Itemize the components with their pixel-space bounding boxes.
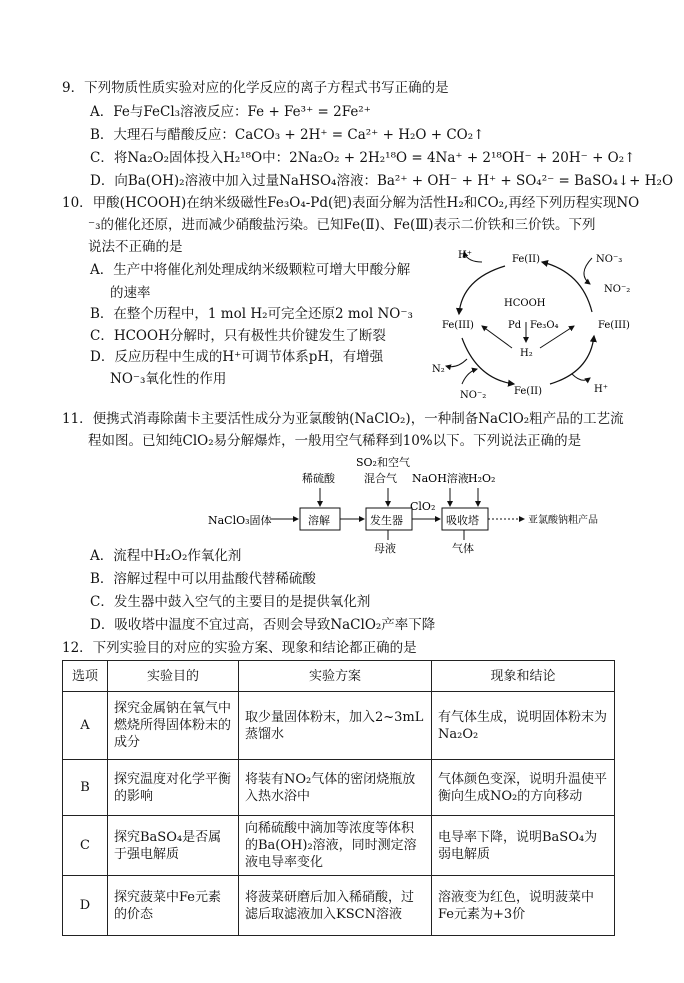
hplus-top-label: H⁺ bbox=[458, 250, 472, 261]
flow-input-label: NaClO₃固体 bbox=[208, 514, 272, 527]
row-purpose: 探究金属钠在氧气中燃烧所得固体粉末的成分 bbox=[108, 692, 239, 760]
flow-h2o2-label: H₂O₂ bbox=[468, 472, 496, 485]
q11-option-c: C．发生器中鼓入空气的主要目的是提供氧化剂 bbox=[90, 594, 371, 610]
q10-option-a: A．生产中将催化剂处理成纳米级颗粒可增大甲酸分解 bbox=[90, 262, 411, 278]
no2-bottom-label: NO⁻₂ bbox=[460, 390, 487, 401]
row-plan: 将菠菜研磨后加入稀硝酸，过滤后取滤液加入KSCN溶液 bbox=[239, 876, 432, 936]
q9-stem: 9．下列物质性质实验对应的化学反应的离子方程式书写正确的是 bbox=[62, 80, 449, 96]
row-option: C bbox=[63, 816, 108, 876]
n2-label: N₂ bbox=[432, 364, 445, 375]
table-row bbox=[63, 760, 615, 816]
header-result: 现象和结论 bbox=[432, 661, 615, 692]
fe-iii-left-label: Fe(III) bbox=[442, 320, 474, 331]
flow-box2-label: 发生器 bbox=[370, 514, 403, 527]
flow-mother-label: 母液 bbox=[374, 542, 396, 555]
row-plan: 向稀硫酸中滴加等浓度等体积的Ba(OH)₂溶液，同时测定溶液电导率变化 bbox=[239, 816, 432, 876]
q10-stem-line3: 说法不正确的是 bbox=[88, 239, 183, 255]
flow-gas-label: 气体 bbox=[452, 542, 474, 555]
row-result: 有气体生成，说明固体粉末为Na₂O₂ bbox=[432, 692, 615, 760]
flow-box3-label: 吸收塔 bbox=[446, 514, 479, 527]
row-purpose: 探究BaSO₄是否属于强电解质 bbox=[108, 816, 239, 876]
row-option: D bbox=[63, 876, 108, 936]
q12-stem: 12．下列实验目的对应的实验方案、现象和结论都正确的是 bbox=[62, 640, 417, 656]
no3-label: NO⁻₃ bbox=[596, 254, 623, 265]
fe3o4-label: Fe₃O₄ bbox=[530, 320, 559, 331]
row-option: A bbox=[63, 692, 108, 760]
flow-acid-label: 稀硫酸 bbox=[302, 472, 335, 485]
table-row bbox=[63, 816, 615, 876]
fe-iii-right-label: Fe(III) bbox=[598, 320, 630, 331]
pd-label: Pd bbox=[508, 320, 522, 331]
row-plan: 取少量固体粉末，加入2~3mL蒸馏水 bbox=[239, 692, 432, 760]
fe-ii-top-label: Fe(II) bbox=[512, 254, 541, 265]
process-flow-diagram bbox=[198, 452, 618, 555]
q11-option-d: D．吸收塔中温度不宜过高，否则会导致NaClO₂产率下降 bbox=[90, 617, 436, 633]
row-plan: 将装有NO₂气体的密闭烧瓶放入热水浴中 bbox=[239, 760, 432, 816]
flow-so2-line2: 混合气 bbox=[364, 472, 397, 485]
q9-option-a: A．Fe与FeCl₃溶液反应：Fe + Fe³⁺ = 2Fe²⁺ bbox=[90, 104, 371, 120]
catalytic-cycle-diagram bbox=[422, 244, 652, 404]
table-row bbox=[63, 876, 615, 936]
flow-so2-line1: SO₂和空气 bbox=[356, 456, 410, 469]
h2-label: H₂ bbox=[520, 348, 533, 359]
q10-option-d-cont: NO⁻₃氧化性的作用 bbox=[110, 371, 227, 387]
q10-option-c: C．HCOOH分解时，只有极性共价键发生了断裂 bbox=[90, 328, 386, 344]
q10-stem-line1: 10．甲酸(HCOOH)在纳米级磁性Fe₃O₄-Pd(钯)表面分解为活性H₂和CO₂,再经下列历程实现NO bbox=[62, 195, 640, 211]
hplus-bottom-label: H⁺ bbox=[594, 384, 608, 395]
table-header-row bbox=[63, 661, 615, 692]
q10-option-a-cont: 的速率 bbox=[110, 285, 151, 301]
q10-option-b: B．在整个历程中，1 mol H₂可完全还原2 mol NO⁻₃ bbox=[90, 306, 413, 322]
q12-experiment-table bbox=[62, 660, 615, 936]
flow-box1-label: 溶解 bbox=[308, 514, 330, 527]
q11-option-b: B．溶解过程中可以用盐酸代替稀硫酸 bbox=[90, 571, 316, 587]
q11-stem-line1: 11．便携式消毒除菌卡主要活性成分为亚氯酸钠(NaClO₂)，一种制备NaClO₂粗产品的工艺流 bbox=[62, 411, 624, 427]
header-plan: 实验方案 bbox=[239, 661, 432, 692]
row-result: 电导率下降，说明BaSO₄为弱电解质 bbox=[432, 816, 615, 876]
flow-naoh-label: NaOH溶液 bbox=[412, 472, 469, 485]
header-option: 选项 bbox=[63, 661, 108, 692]
header-purpose: 实验目的 bbox=[108, 661, 239, 692]
fe-ii-bottom-label: Fe(II) bbox=[514, 386, 543, 397]
row-result: 溶液变为红色，说明菠菜中Fe元素为+3价 bbox=[432, 876, 615, 936]
q9-option-d: D．向Ba(OH)₂溶液中加入过量NaHSO₄溶液：Ba²⁺ + OH⁻ + H⁺ + SO₄²⁻ = BaSO₄↓+ H₂O bbox=[90, 173, 674, 189]
table-row bbox=[63, 692, 615, 760]
q10-option-d: D．反应历程中生成的H⁺可调节体系pH，有增强 bbox=[90, 349, 384, 365]
q9-option-b: B．大理石与醋酸反应：CaCO₃ + 2H⁺ = Ca²⁺ + H₂O + CO₂↑ bbox=[90, 127, 485, 143]
row-result: 气体颜色变深，说明升温使平衡向生成NO₂的方向移动 bbox=[432, 760, 615, 816]
q10-stem-line2: ⁻₃的催化还原，进而减少硝酸盐污染。已知Fe(Ⅱ)、Fe(Ⅲ)表示二价铁和三价铁。下列 bbox=[88, 217, 596, 233]
flow-product-label: 亚氯酸钠粗产品 bbox=[528, 515, 598, 526]
no2-right-label: NO⁻₂ bbox=[604, 284, 631, 295]
flow-clo2-label: ClO₂ bbox=[410, 500, 436, 513]
q9-option-c: C．将Na₂O₂固体投入H₂¹⁸O中：2Na₂O₂ + 2H₂¹⁸O = 4Na⁺ + 2¹⁸OH⁻ + 20H⁻ + O₂↑ bbox=[90, 150, 636, 166]
row-option: B bbox=[63, 760, 108, 816]
row-purpose: 探究温度对化学平衡的影响 bbox=[108, 760, 239, 816]
q11-stem-line2: 程如图。已知纯ClO₂易分解爆炸，一般用空气稀释到10%以下。下列说法正确的是 bbox=[88, 433, 582, 449]
hcooh-label: HCOOH bbox=[504, 298, 546, 309]
row-purpose: 探究菠菜中Fe元素的价态 bbox=[108, 876, 239, 936]
q11-option-a: A．流程中H₂O₂作氧化剂 bbox=[90, 548, 242, 564]
